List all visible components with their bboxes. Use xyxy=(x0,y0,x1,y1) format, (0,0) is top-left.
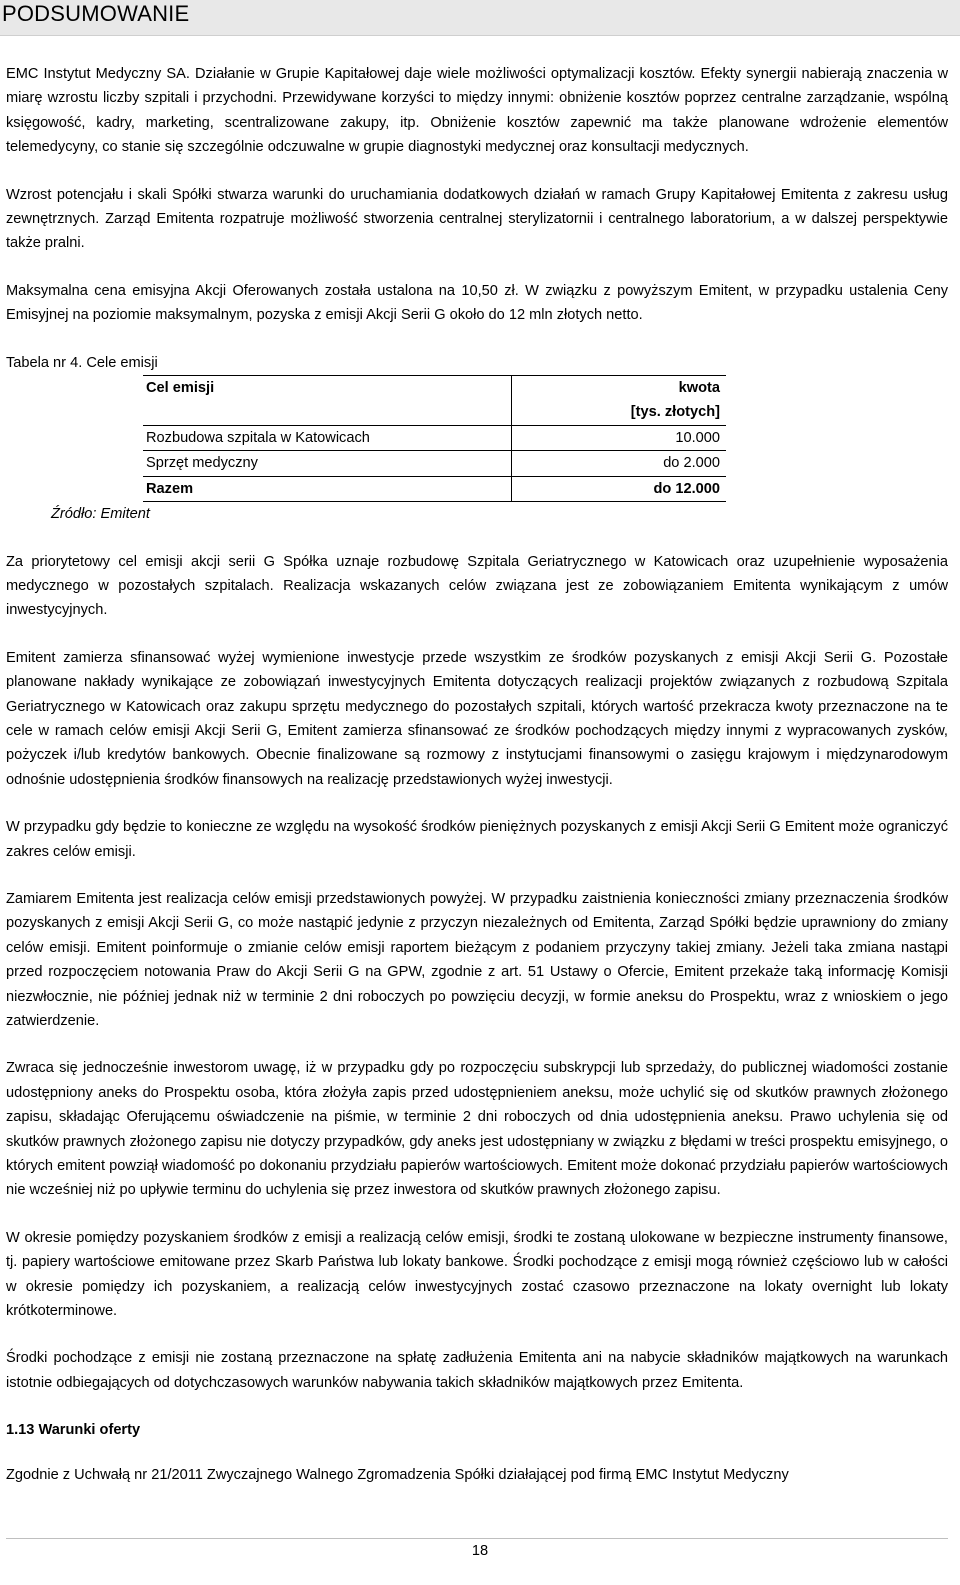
paragraph: EMC Instytut Medyczny SA. Działanie w Grupie Kapitałowej daje wiele możliwości optymalizacji kosztów. Efekty synergii nabierają znaczenia w miarę wzrostu liczby szpitali i przychodni. Przewidywane korzyści to między innymi: obniżenie kosztów poprzez centralne zarządzanie, wspólną księgowość, kadry, marketing, scentralizowane zakupy, itp. Obniżenie kosztów zapewnić ma także planowane wdrożenie elementów telemedycyny, co stanie się szczególnie odczuwalne w grupie diagnostyki medycznej oraz konsultacji medycznych. xyxy=(6,66,948,156)
issue-targets-table xyxy=(143,375,726,502)
row-label: Rozbudowa szpitala w Katowicach xyxy=(143,425,512,450)
header-cell-amount xyxy=(512,376,727,426)
total-label: Razem xyxy=(143,476,512,501)
table-source-note: Źródło: Emitent xyxy=(51,506,150,523)
row-value: do 2.000 xyxy=(512,451,727,476)
header-amount-label: kwota xyxy=(678,380,720,397)
paragraph: Zgodnie z Uchwałą nr 21/2011 Zwyczajnego Walnego Zgromadzenia Spółki działającej pod firmą EMC Instytut Medyczny xyxy=(6,1466,789,1483)
paragraph: Zwraca się jednocześnie inwestorom uwagę, iż w przypadku gdy po rozpoczęciu subskrypcji lub sprzedaży, do publicznej wiadomości zostanie udostępniony aneks do Prospektu osoba, która złożyła zapis przed udostępnieniem aneksu, może uchylić się od skutków prawnych złożonego zapisu, składając Oferującemu oświadczenie na piśmie, w terminie 2 dni roboczych od dnia udostępnienia aneksu. Prawo uchylenia się od skutków prawnych złożonego zapisu nie dotyczy przypadków, gdy aneks jest udostępniany w związku z błędami w treści prospektu emisyjnego, o których emitent powziął wiadomość po dokonaniu przydziału papierów wartościowych. Emitent może dokonać przydziału papierów wartościowych nie wcześniej niż po upływie terminu do uchylenia się przez inwestora od skutków prawnych złożonego zapisu. xyxy=(6,1060,948,1199)
table-header-row xyxy=(143,376,726,426)
paragraph: Emitent zamierza sfinansować wyżej wymienione inwestycje przede wszystkim ze środków pozyskanych z emisji Akcji Serii G. Pozostałe planowane nakłady wynikające ze zobowiązań inwestycyjnych Emitenta dotyczących realizacji projektów związanych z rozbudową Szpitala Geriatrycznego w Katowicach oraz zakupu sprzętu medycznego do pozostałych szpitali, których wartość przekracza kwoty przeznaczone na te cele w ramach celów emisji Akcji Serii G, Emitent zamierza sfinansować ze środków pochodzących między innymi z wypracowanych zysków, pożyczek i/lub kredytów bankowych. Obecnie finalizowane są rozmowy z instytucjami finansowymi o zasięgu krajowym i międzynarodowym odnośnie udostępnienia środków finansowych na realizację przedstawionych wyżej inwestycji. xyxy=(6,649,948,788)
header-amount-unit: [tys. złotych] xyxy=(630,404,720,421)
table-caption: Tabela nr 4. Cele emisji xyxy=(6,354,158,371)
table-total-row xyxy=(143,476,726,501)
row-value: 10.000 xyxy=(512,425,727,450)
document-body xyxy=(6,62,948,1487)
page-number: 18 xyxy=(471,1543,489,1559)
paragraph: Zamiarem Emitenta jest realizacja celów emisji przedstawionych powyżej. W przypadku zaistnienia konieczności zmiany przeznaczenia środków pozyskanych z emisji Akcji Serii G, co może nastąpić jedynie z przyczyn niezależnych od Emitenta, Zarząd Spółki będzie uprawniony do zmiany celów emisji. Emitent poinformuje o zmianie celów emisji raportem bieżącym z podaniem przyczyny takiej zmiany. Jeżeli taka zmiana nastąpi przed rozpoczęciem notowania Praw do Akcji Serii G na GPW, zgodnie z art. 51 Ustawy o Ofercie, Emitent przekaże taką informację Komisji niezwłocznie, nie później jednak niż w terminie 2 dni roboczych po powzięciu decyzji, w formie aneksu do Prospektu, wraz z wnioskiem o jego zatwierdzenie. xyxy=(6,890,948,1029)
paragraph: W okresie pomiędzy pozyskaniem środków z emisji a realizacją celów emisji, środki te zostaną ulokowane w bezpieczne instrumenty finansowe, tj. papiery wartościowe emitowane przez Skarb Państwa lub lokaty bankowe. Środki pochodzące z emisji mogą również częściowo lub w całości w okresie pomiędzy ich pozyskaniem, a realizacją celów inwestycyjnych zostać czasowo przeznaczone na lokaty overnight lub lokaty krótkoterminowe. xyxy=(6,1229,948,1320)
paragraph: W przypadku gdy będzie to konieczne ze względu na wysokość środków pieniężnych pozyskanych z emisji Akcji Serii G Emitent może ograniczyć zakres celów emisji. xyxy=(6,819,948,860)
total-value: do 12.000 xyxy=(512,476,727,501)
section-heading: 1.13 Warunki oferty xyxy=(6,1422,141,1439)
page-title: PODSUMOWANIE xyxy=(2,1,190,26)
heading-bar xyxy=(0,0,960,36)
paragraph: Maksymalna cena emisyjna Akcji Oferowanych została ustalona na 10,50 zł. W związku z powyższym Emitent, w przypadku ustalenia Ceny Emisyjnej na poziomie maksymalnym, pozyska z emisji Akcji Serii G około do 12 mln złotych netto. xyxy=(6,282,948,324)
table-row xyxy=(143,425,726,450)
table-row xyxy=(143,451,726,476)
paragraph: Wzrost potencjału i skali Spółki stwarza warunki do uruchamiania dodatkowych działań w ramach Grupy Kapitałowej Emitenta z zakresu usług zewnętrznych. Zarząd Emitenta rozpatruje możliwość stworzenia centralnej sterylizatornii i centralnego laboratorium, a w dalszej perspektywie także pralni. xyxy=(6,186,948,252)
paragraph: Środki pochodzące z emisji nie zostaną przeznaczone na spłatę zadłużenia Emitenta ani na nabycie składników majątkowych na warunkach istotnie odbiegających od dotychczasowych warunków nabywania takich składników majątkowych przez Emitenta. xyxy=(6,1350,948,1391)
paragraph: Za priorytetowy cel emisji akcji serii G Spółka uznaje rozbudowę Szpitala Geriatrycznego w Katowicach oraz uzupełnienie wyposażenia medycznego w pozostałych szpitalach. Realizacja wskazanych celów związana jest ze zobowiązaniem Emitenta wynikającym z umów inwestycyjnych. xyxy=(6,553,948,619)
footer-rule xyxy=(6,1538,948,1539)
header-cell-target: Cel emisji xyxy=(143,376,512,426)
row-label: Sprzęt medyczny xyxy=(143,451,512,476)
